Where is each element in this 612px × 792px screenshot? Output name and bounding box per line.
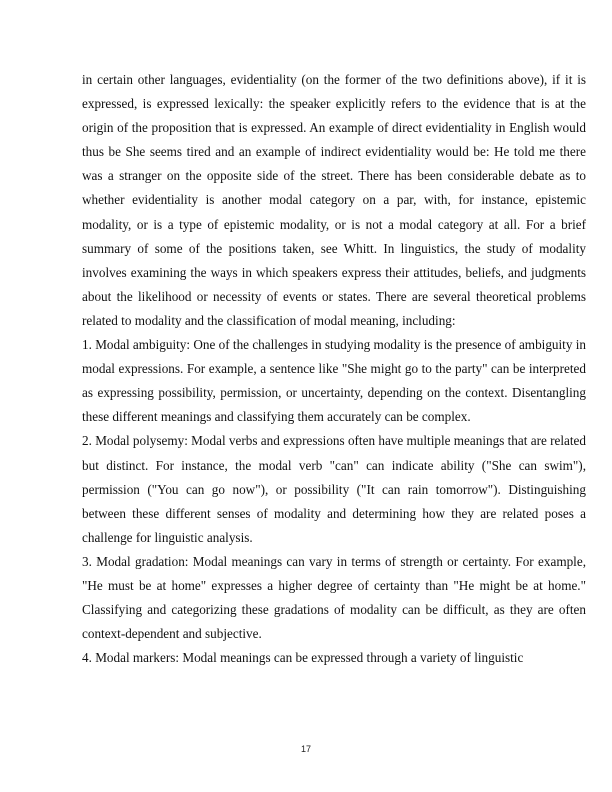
paragraph-modal-polysemy: 2. Modal polysemy: Modal verbs and expressions often have multiple meanings that are related but distinct. For instance, the modal verb "can" can indicate ability ("She can swim"), permission ("You can go now"), or possibility ("It can rain tomorrow"). Distinguishing between these different senses of modality and determining how they are related poses a challenge for linguistic analysis. <box>82 433 586 545</box>
paragraph-modal-gradation: 3. Modal gradation: Modal meanings can vary in terms of strength or certainty. For example, "He must be at home" expresses a higher degree of certainty than "He might be at home." Classifying and categorizing these gradations of modality can be difficult, as they are often context-dependent and subjective. <box>82 553 586 642</box>
paragraph-modal-ambiguity: 1. Modal ambiguity: One of the challenges in studying modality is the presence of ambiguity in modal expressions. For example, a sentence like "She might go to the party" can be interpreted as expressing possibility, permission, or uncertainty, depending on the context. Disentangling these different meanings and classifying them accurately can be complex. <box>82 337 586 425</box>
page-body <box>82 68 586 670</box>
page-number: 17 <box>300 744 311 754</box>
paragraph-evidentiality: in certain other languages, evidentiality (on the former of the two definitions above), if it is expressed, is expressed lexically: the speaker explicitly refers to the evidence that is at the origin of the proposition that is expressed. An example of direct evidentiality in English would thus be She seems tired and an example of indirect evidentiality would be: He told me there was a stranger on the opposite side of the street. There has been considerable debate as to whether evidentiality is another modal category on a par, with, for instance, epistemic modality, or is a type of epistemic modality, or is not a modal category at all. For a brief summary of some of the positions taken, see Whitt. In linguistics, the study of modality involves examining the ways in which speakers express their attitudes, beliefs, and judgments about the likelihood or necessity of events or states. There are several theoretical problems related to modality and the classification of modal meaning, including: <box>82 72 586 328</box>
paragraph-modal-markers: 4. Modal markers: Modal meanings can be expressed through a variety of linguistic <box>82 650 524 666</box>
